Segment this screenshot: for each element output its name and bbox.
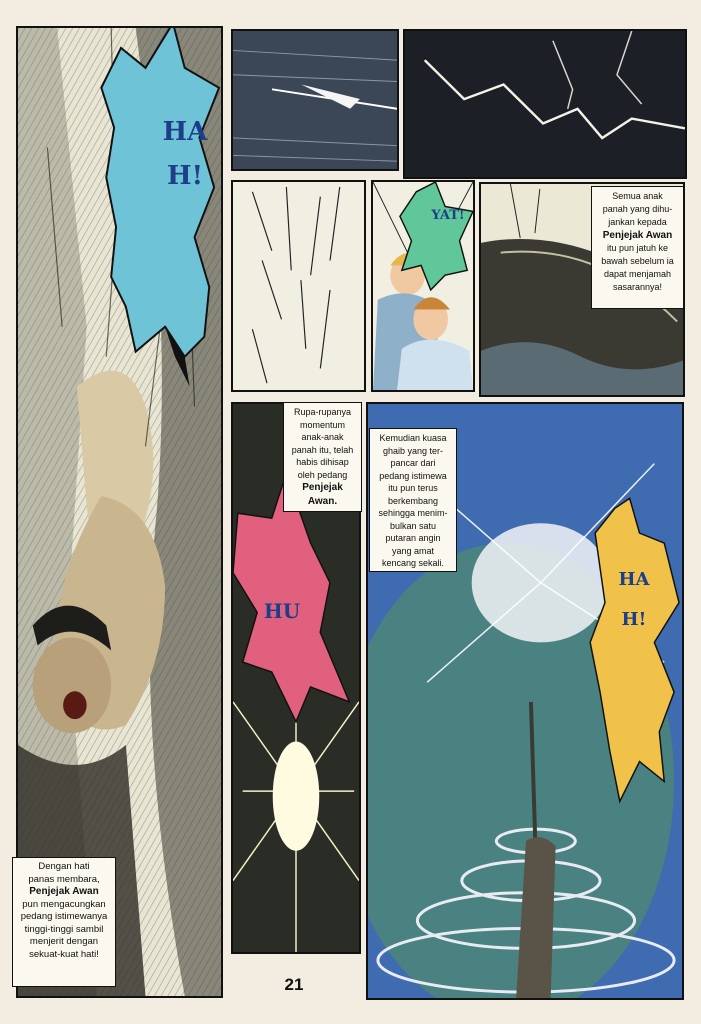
panel-arrow-flying xyxy=(231,29,399,171)
page-number: 21 xyxy=(284,975,304,994)
caption-middle: Rupa-rupanya momentum anak-anak panah itu, telah habis dihisap oleh pedang Penjejak Awan. xyxy=(283,402,362,512)
arrows-icon xyxy=(233,182,364,390)
caption-warrior: Dengan hati panas membara, Penjejak Awan pun mengacungkan pedang istimewanya tinggi-tinggi sambil menjerit dengan sekuat-kuat hati! xyxy=(12,857,116,987)
orange-burst-sfx: HAH! xyxy=(618,569,650,630)
caption-whirlwind: Kemudian kuasa ghaib yang ter- pancar dari pedang istimewa itu pun terus berkembang sehingga menim- bulkan satu putaran angin yang amat kencang sekali. xyxy=(369,428,457,572)
blue-burst-sfx: HAH! xyxy=(162,117,208,191)
panel-falling-arrows xyxy=(231,180,366,392)
green-burst-sfx: YAT! xyxy=(431,208,465,223)
arrow-icon xyxy=(233,31,397,169)
panel-lightning xyxy=(403,29,687,179)
pink-burst-sfx: HU xyxy=(263,599,301,623)
caption-arrows: Semua anak panah yang dihu- jankan kepada Penjejak Awan itu pun jatuh ke bawah sebelum ia dapat menjamah sasarannya! xyxy=(591,186,684,309)
lightning-icon xyxy=(405,31,685,177)
